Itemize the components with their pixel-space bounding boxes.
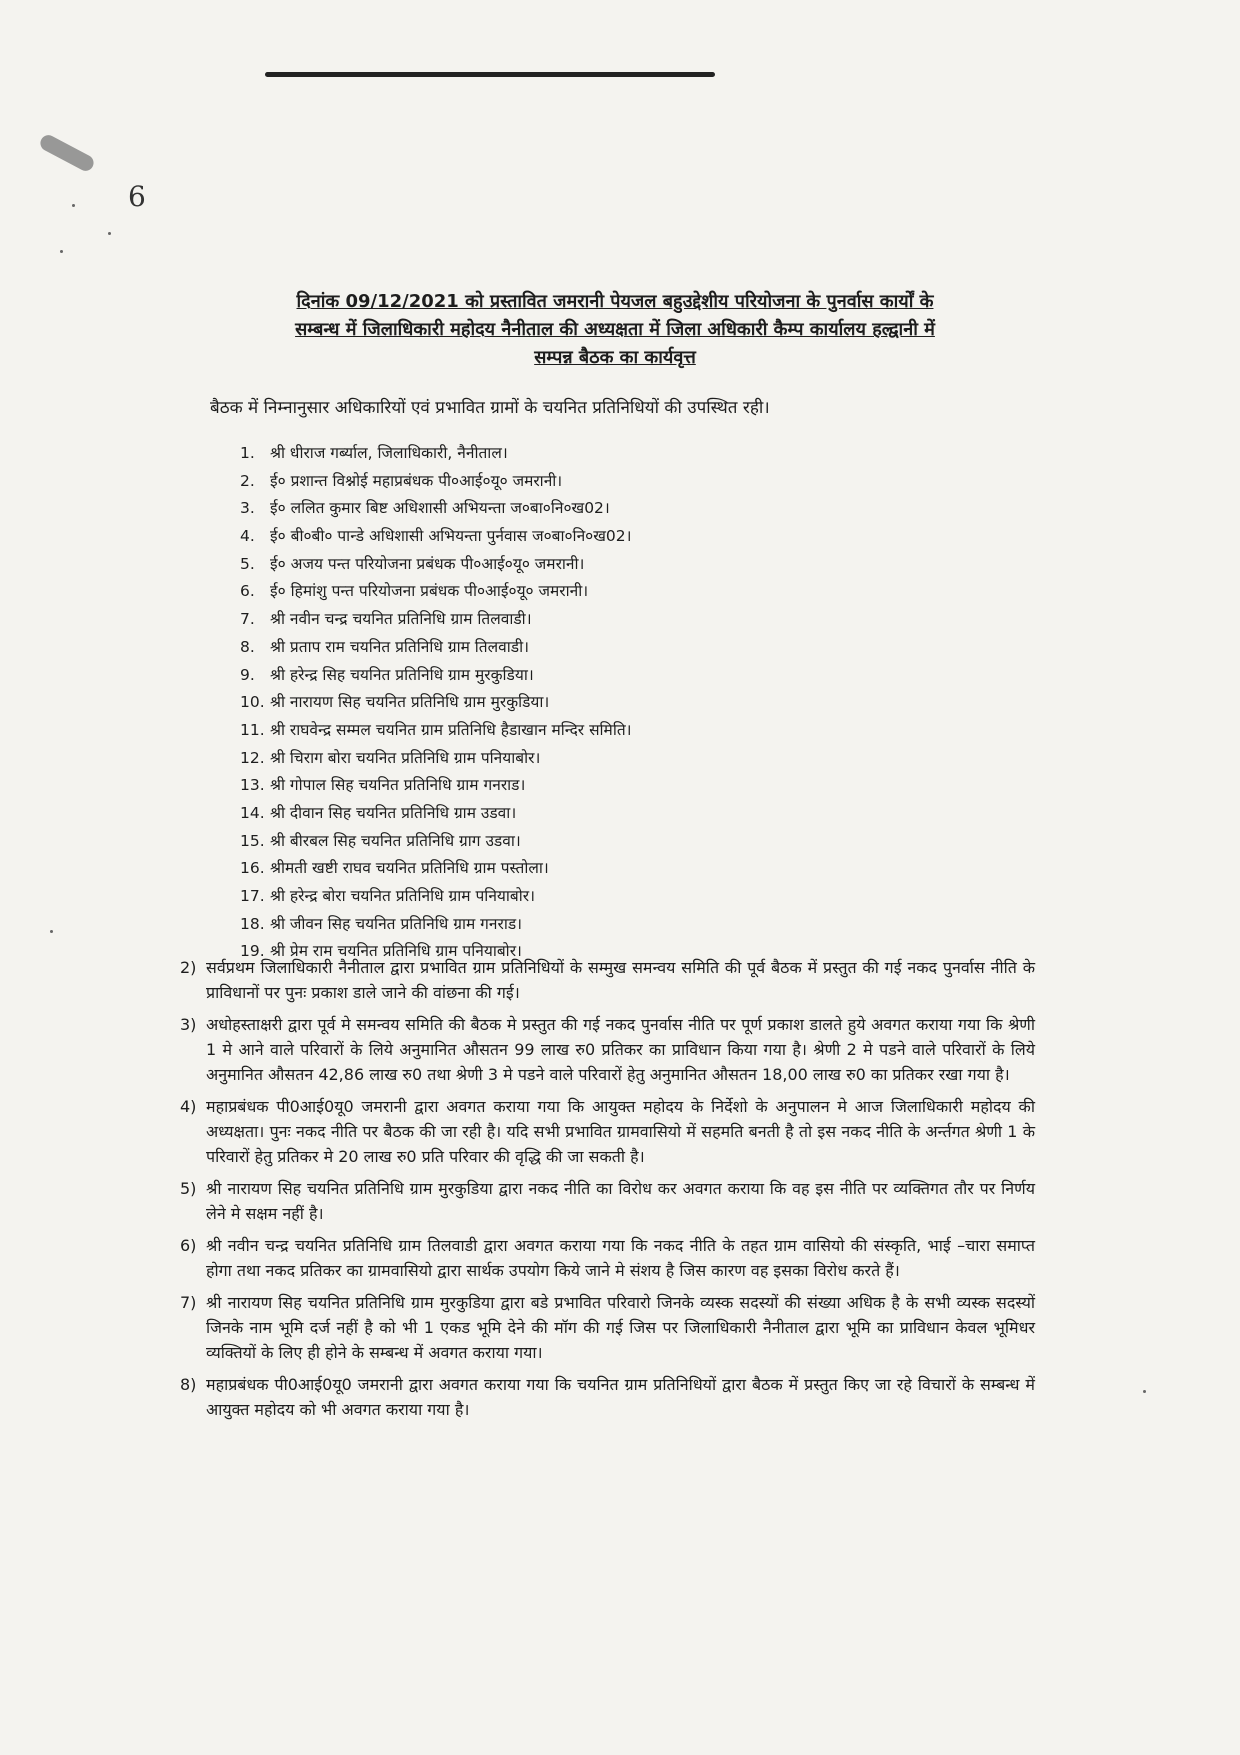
item-text: श्री चिराग बोरा चयनित प्रतिनिधि ग्राम पनियाबोर। bbox=[270, 748, 541, 767]
point-number: 5) bbox=[180, 1179, 197, 1198]
minutes-point bbox=[180, 1290, 1035, 1365]
speck bbox=[108, 232, 111, 235]
item-number: 16. bbox=[240, 859, 265, 878]
item-text: ई० हिमांशु पन्त परियोजना प्रबंधक पी०आई०यू० जमरानी। bbox=[270, 582, 589, 601]
item-text: श्री हरेन्द्र सिह चयनित प्रतिनिधि ग्राम मुरकुडिया। bbox=[270, 665, 534, 684]
item-text: ई० ललित कुमार बिष्ट अधिशासी अभियन्ता ज०बा०नि०ख02। bbox=[270, 499, 610, 518]
minutes-point bbox=[180, 1233, 1035, 1283]
point-text: श्री नारायण सिह चयनित प्रतिनिधि ग्राम मुरकुडिया द्वारा बडे प्रभावित परिवारो जिनके व्यस्क सदस्यों की संख्या अधिक है के सभी व्यस्क सदस्यों जिनके नाम भूमि दर्ज नहीं है को भी 1 एकड भूमि देने की मॉग की गई जिस पर जिलाधिकारी नैनीताल द्वारा भूमि का प्राविधान केवल भूमिधर व्यक्तियों के लिए ही होने के सम्बन्ध में अवगत कराया गया। bbox=[206, 1293, 1035, 1362]
point-number: 6) bbox=[180, 1236, 197, 1255]
item-text: श्री नवीन चन्द्र चयनित प्रतिनिधि ग्राम तिलवाडी। bbox=[270, 610, 532, 629]
item-number: 13. bbox=[240, 776, 265, 795]
item-number: 12. bbox=[240, 748, 265, 767]
item-number: 19. bbox=[240, 942, 265, 961]
point-number: 7) bbox=[180, 1293, 197, 1312]
point-text: सर्वप्रथम जिलाधिकारी नैनीताल द्वारा प्रभावित ग्राम प्रतिनिधियों के सम्मुख समन्वय समिति की पूर्व बैठक में प्रस्तुत की गई नकद पुनर्वास नीति के प्राविधानों पर पुनः प्रकाश डाले जाने की वांछना की गई। bbox=[206, 958, 1035, 1002]
speck bbox=[60, 250, 63, 253]
item-text: श्री प्रताप राम चयनित प्रतिनिधि ग्राम तिलवाडी। bbox=[270, 637, 529, 656]
item-text: श्री राघवेन्द्र सम्मल चयनित ग्राम प्रतिनिधि हैडाखान मन्दिर समिति। bbox=[270, 720, 632, 739]
list-item bbox=[240, 578, 960, 606]
corner-mark bbox=[38, 132, 97, 173]
item-text: श्री हरेन्द्र बोरा चयनित प्रतिनिधि ग्राम पनियाबोर। bbox=[270, 887, 536, 905]
item-number: 6. bbox=[240, 582, 255, 601]
list-item bbox=[240, 800, 960, 828]
item-text: श्री बीरबल सिह चयनित प्रतिनिधि ग्राग उडवा। bbox=[270, 831, 521, 850]
title-line: दिनांक 09/12/2021 को प्रस्तावित जमरानी पेयजल बहुउद्देशीय परियोजना के पुनर्वास कार्यों के bbox=[296, 291, 934, 312]
list-item bbox=[240, 634, 960, 662]
speck bbox=[50, 930, 53, 933]
point-text: महाप्रबंधक पी0आई0यू0 जमरानी द्वारा अवगत कराया गया कि आयुक्त महोदय के निर्देशो के अनुपालन मे आज जिलाधिकारी महोदय की अध्यक्षता। पुनः नकद नीति पर बैठक की जा रही है। यदि सभी प्रभावित ग्रामवासियो में सहमति बनती है तो इस नकद नीति के अर्न्तगत श्रेणी 1 के परिवारों हेतु प्रतिकर मे 20 लाख रु0 प्रति परिवार की वृद्धि की जा सकती है। bbox=[206, 1097, 1035, 1166]
minutes-point bbox=[180, 955, 1035, 1005]
list-item bbox=[240, 772, 960, 800]
title-line: सम्पन्न बैठक का कार्यवृत्त bbox=[534, 347, 696, 368]
list-item bbox=[240, 662, 960, 690]
item-number: 2. bbox=[240, 471, 255, 490]
point-text: श्री नारायण सिह चयनित प्रतिनिधि ग्राम मुरकुडिया द्वारा नकद नीति का विरोध कर अवगत कराया कि वह इस नीति पर व्यक्तिगत तौर पर निर्णय लेने मे सक्षम नहीं है। bbox=[206, 1179, 1035, 1223]
point-number: 2) bbox=[180, 958, 197, 977]
list-item bbox=[240, 468, 960, 496]
page-number: 6 bbox=[128, 180, 146, 213]
speck bbox=[1143, 1390, 1146, 1393]
item-number: 4. bbox=[240, 527, 255, 546]
item-text: श्री जीवन सिह चयनित प्रतिनिधि ग्राम गनराड। bbox=[270, 914, 523, 933]
item-text: श्री धीराज गर्ब्याल, जिलाधिकारी, नैनीताल। bbox=[270, 444, 508, 462]
item-text: श्री दीवान सिह चयनित प्रतिनिधि ग्राम उडवा। bbox=[270, 803, 517, 822]
point-number: 8) bbox=[180, 1375, 197, 1394]
item-text: श्री नारायण सिह चयनित प्रतिनिधि ग्राम मुरकुडिया। bbox=[270, 693, 550, 712]
item-number: 17. bbox=[240, 887, 265, 905]
list-item bbox=[240, 523, 960, 551]
item-number: 10. bbox=[240, 693, 265, 712]
list-item bbox=[240, 495, 960, 523]
attendance-intro: बैठक में निम्नानुसार अधिकारियों एवं प्रभावित ग्रामों के चयनित प्रतिनिधियों की उपस्थित रही। bbox=[210, 398, 770, 418]
item-text: ई० अजय पन्त परियोजना प्रबंधक पी०आई०यू० जमरानी। bbox=[270, 554, 585, 573]
item-number: 15. bbox=[240, 831, 265, 850]
item-text: श्री गोपाल सिह चयनित प्रतिनिधि ग्राम गनराड। bbox=[270, 776, 526, 795]
item-number: 3. bbox=[240, 499, 255, 518]
item-number: 18. bbox=[240, 914, 265, 933]
item-number: 11. bbox=[240, 720, 265, 739]
item-text: ई० बी०बी० पान्डे अधिशासी अभियन्ता पुर्नवास ज०बा०नि०ख02। bbox=[270, 527, 632, 546]
item-number: 9. bbox=[240, 665, 255, 684]
list-item bbox=[240, 828, 960, 856]
item-number: 5. bbox=[240, 554, 255, 573]
minutes-point bbox=[180, 1176, 1035, 1226]
point-text: श्री नवीन चन्द्र चयनित प्रतिनिधि ग्राम तिलवाडी द्वारा अवगत कराया गया कि नकद नीति के तहत ग्राम वासियो की संस्कृति, भाई –चारा समाप्त होगा तथा नकद प्रतिकर का ग्रामवासियो द्वारा सार्थक उपयोग किये जाने मे संशय है जिस कारण वह इसका विरोध करते हैं। bbox=[206, 1236, 1035, 1280]
top-rule bbox=[265, 72, 715, 77]
item-number: 14. bbox=[240, 803, 265, 822]
minutes-title bbox=[220, 288, 1010, 372]
item-number: 7. bbox=[240, 610, 255, 629]
minutes-point bbox=[180, 1012, 1035, 1087]
list-item bbox=[240, 911, 960, 939]
item-text: श्रीमती खष्टी राघव चयनित प्रतिनिधि ग्राम पस्तोला। bbox=[270, 859, 549, 878]
item-number: 8. bbox=[240, 637, 255, 656]
list-item bbox=[240, 883, 960, 911]
point-text: महाप्रबंधक पी0आई0यू0 जमरानी द्वारा अवगत कराया गया कि चयनित ग्राम प्रतिनिधियों द्वारा बैठक में प्रस्तुत किए जा रहे विचारों के सम्बन्ध में आयुक्त महोदय को भी अवगत कराया गया है। bbox=[206, 1375, 1035, 1419]
list-item bbox=[240, 689, 960, 717]
title-line: सम्बन्ध में जिलाधिकारी महोदय नैनीताल की अध्यक्षता में जिला अधिकारी कैम्प कार्यालय हल्द्वानी में bbox=[295, 319, 935, 340]
speck bbox=[72, 204, 75, 207]
attendee-list bbox=[240, 440, 960, 966]
item-text: श्री प्रेम राम चयनित प्रतिनिधि ग्राम पनियाबोर। bbox=[270, 942, 522, 961]
minutes-point bbox=[180, 1372, 1035, 1422]
minutes-points bbox=[180, 955, 1035, 1429]
list-item bbox=[240, 440, 960, 468]
point-number: 3) bbox=[180, 1015, 197, 1034]
list-item bbox=[240, 551, 960, 579]
minutes-point bbox=[180, 1094, 1035, 1169]
list-item bbox=[240, 606, 960, 634]
item-number: 1. bbox=[240, 444, 255, 462]
item-text: ई० प्रशान्त विश्नोई महाप्रबंधक पी०आई०यू० जमरानी। bbox=[270, 471, 563, 490]
point-text: अधोहस्ताक्षरी द्वारा पूर्व मे समन्वय समिति की बैठक मे प्रस्तुत की गई नकद पुनर्वास नीति पर पूर्ण प्रकाश डालते हुये अवगत कराया गया कि श्रेणी 1 मे आने वाले परिवारों के लिये अनुमानित औसतन 99 लाख रु0 प्रतिकर का प्राविधान किया गया है। श्रेणी 2 मे पडने वाले परिवारों के लिये अनुमानित औसतन 42,86 लाख रु0 तथा श्रेणी 3 मे पडने वाले परिवारों हेतु अनुमानित औसतन 18,00 लाख रु0 का प्रतिकर रखा गया है। bbox=[206, 1015, 1035, 1084]
list-item bbox=[240, 717, 960, 745]
point-number: 4) bbox=[180, 1097, 197, 1116]
list-item bbox=[240, 855, 960, 883]
list-item bbox=[240, 745, 960, 773]
